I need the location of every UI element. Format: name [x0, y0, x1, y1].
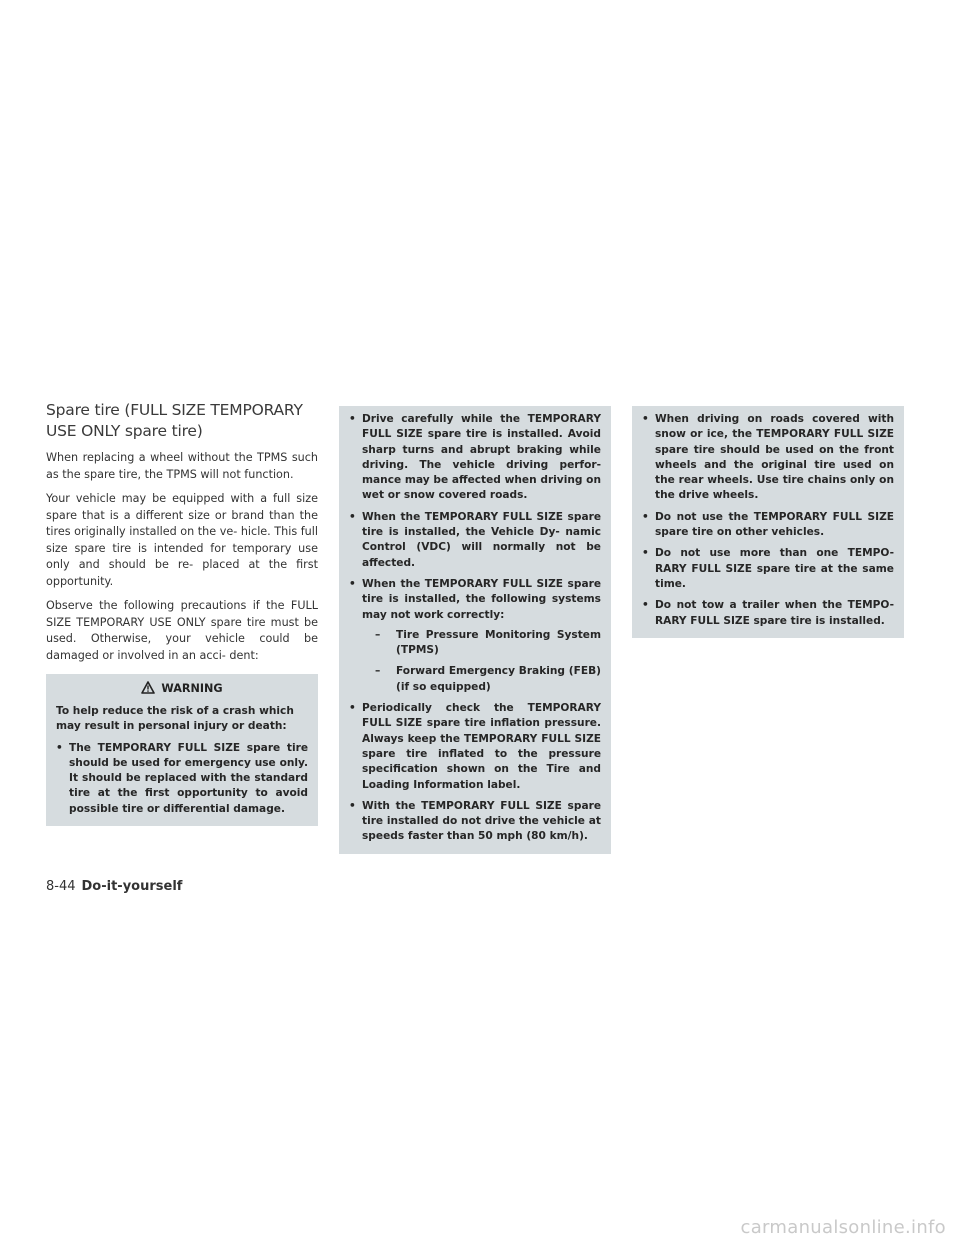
chapter-title: Do-it-yourself: [81, 879, 183, 894]
warning-header: [56, 680, 308, 698]
list-item: • Periodically check the TEMPORARY FULL SIZE spare tire inflation pressure. Always keep the TEMPORARY FULL SIZE spare tire inflated to the pressure specification shown on the Tire and Loading Information label.: [349, 702, 601, 791]
bullet-marker: •: [349, 799, 356, 812]
bullet-marker: •: [349, 413, 356, 425]
heading-line-2: USE ONLY spare tire): [46, 422, 203, 440]
list-item: • Do not tow a trailer when the TEMPO- RARY FULL SIZE spare tire is installed.: [642, 599, 894, 627]
sub-list-item: – Tire Pressure Monitoring System (TPMS): [375, 628, 601, 657]
bullet-marker: •: [349, 510, 356, 523]
list-item: • When the TEMPORARY FULL SIZE spare tire is installed, the Vehicle Dy- namic Control (VDC) will normally not be affected.: [349, 510, 601, 569]
list-item: • Drive carefully while the TEMPORARY FULL SIZE spare tire is installed. Avoid sharp turns and abrupt braking while driving. The vehicle driving perfor- mance may be affected when driving on wet or snow covered roads.: [349, 413, 601, 502]
right-column: [632, 400, 904, 638]
bullet-marker: •: [349, 577, 356, 590]
bullet-marker: •: [349, 702, 356, 715]
sub-list-item: – Forward Emergency Braking (FEB) (if so equipped): [375, 665, 601, 693]
list-item: • The TEMPORARY FULL SIZE spare tire should be used for emergency use only. It should be replaced with the standard tire at the first opportunity to avoid possible tire or differential damage.: [56, 741, 308, 815]
heading-line-1: Spare tire (FULL SIZE TEMPORARY: [46, 401, 303, 419]
bullet-marker: •: [56, 741, 63, 754]
section-heading: [46, 400, 318, 442]
dash-marker: –: [375, 665, 381, 678]
warning-box-continued: [632, 406, 904, 638]
page-number: 8-44: [46, 879, 76, 894]
paragraph-full-size-spare: Your vehicle may be equipped with a full size spare that is a different size or brand than the tires originally installed on the ve- hicle. This full size spare tire is intended for temporary use only and should be re- placed at the first opportunity.: [46, 492, 318, 588]
bullet-marker: •: [642, 413, 649, 425]
bullet-marker: •: [642, 510, 649, 523]
warning-box-continued: [339, 406, 611, 854]
warning-list-col1: [56, 741, 308, 817]
warning-intro: To help reduce the risk of a crash which may result in personal injury or death:: [56, 705, 294, 733]
list-item: • When the TEMPORARY FULL SIZE spare tire is installed, the following systems may not work correctly: – Tire Pressure Monitoring System (TPMS) – Forward Emergency Braking (FEB) (if so equipped): [349, 577, 601, 695]
left-column: [46, 400, 318, 826]
warning-list-col3: [642, 412, 894, 629]
list-item: • With the TEMPORARY FULL SIZE spare tire installed do not drive the vehicle at speeds faster than 50 mph (80 km/h).: [349, 799, 601, 843]
warning-title: WARNING: [161, 682, 223, 695]
paragraph-precautions: Observe the following precautions if the FULL SIZE TEMPORARY USE ONLY spare tire must be used. Otherwise, your vehicle could be damaged or involved in an acci- dent:: [46, 599, 318, 662]
list-item: • Do not use more than one TEMPO- RARY FULL SIZE spare tire at the same time.: [642, 547, 894, 590]
dash-marker: –: [375, 628, 381, 641]
bullet-marker: •: [642, 599, 649, 612]
warning-box: [46, 674, 318, 826]
affected-systems-list: [362, 628, 601, 695]
bullet-marker: •: [642, 547, 649, 560]
middle-column: [339, 400, 611, 854]
list-item: • Do not use the TEMPORARY FULL SIZE spare tire on other vehicles.: [642, 510, 894, 539]
warning-list-col2: [349, 412, 601, 845]
list-item: • When driving on roads covered with snow or ice, the TEMPORARY FULL SIZE spare tire should be used on the front wheels and the original tire used on the rear wheels. Use tire chains only on the drive wheels.: [642, 413, 894, 502]
page-footer: [46, 878, 182, 896]
paragraph-tpms: When replacing a wheel without the TPMS such as the spare tire, the TPMS will not function.: [46, 451, 318, 481]
watermark: carmanualsonline.info: [740, 1217, 946, 1238]
warning-triangle-icon: [141, 681, 155, 694]
